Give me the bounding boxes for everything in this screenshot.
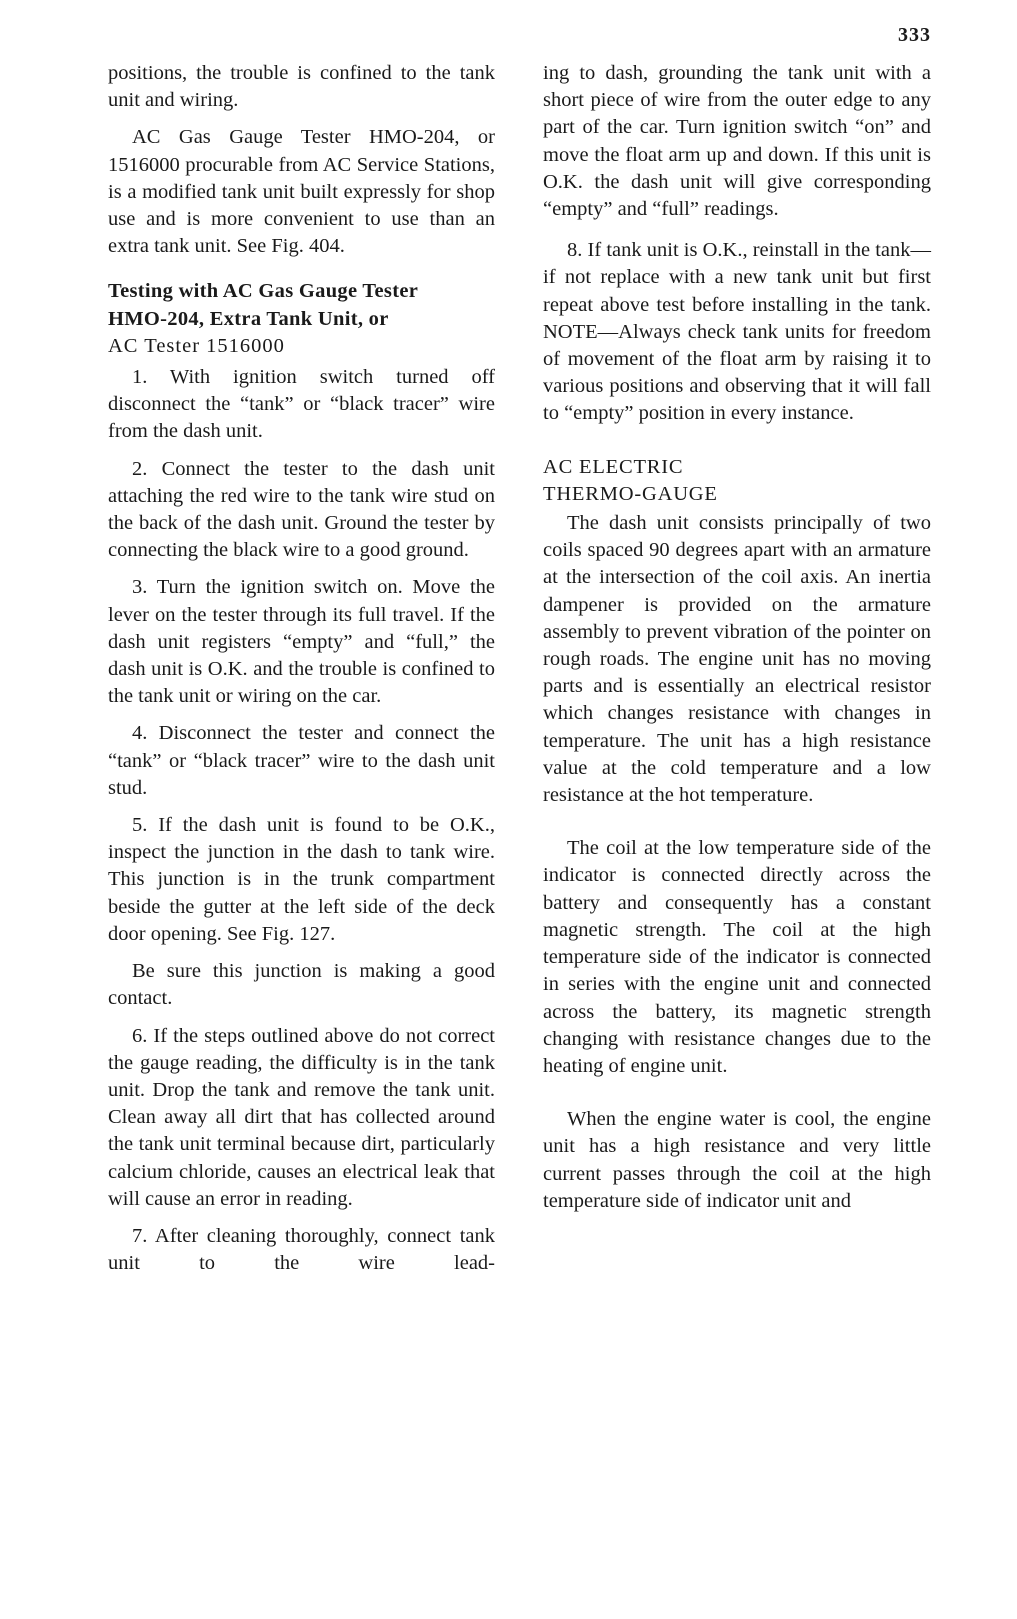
step-5-note: Be sure this junction is making a good contact. [108, 960, 495, 1010]
section-title-thermo-gauge [543, 454, 931, 508]
section-heading-testing [108, 278, 495, 360]
right-column [543, 60, 931, 1225]
heading-line-1: Testing with AC Gas Gauge Tester [108, 280, 419, 303]
step-7: 7. After cleaning thoroughly, connect tank unit to the wire lead- [108, 1224, 495, 1275]
step-5: 5. If the dash unit is found to be O.K., inspect the junction in the dash to tank wire. This junction is in the trunk compartment beside the gutter at the left side of the deck door opening. See Fig. 127. [108, 814, 495, 945]
paragraph-continuation: positions, the trouble is confined to the tank unit and wiring. [108, 62, 495, 112]
paragraph-dash-unit: The dash unit consists principally of two coils spaced 90 degrees apart with an armature at the intersection of the coil axis. An inertia dampener is provided on the armature assembly to prevent vibration of the pointer on rough roads. The engine unit has no moving parts and is essentially an electrical resistor which changes resistance with changes in temperature. The unit has a high resistance value at the cold temperature and a low resistance at the hot temperature. [543, 512, 931, 807]
paragraph-coil: The coil at the low temperature side of the indicator is connected directly across the battery and consequently has a constant magnetic strength. The coil at the high temperature side of the indicator is connected in series with the engine unit and connected across the battery, its magnetic strength changing with resistance changes due to the heating of engine unit. [543, 837, 931, 1077]
section-title-line-2: THERMO-GAUGE [543, 482, 718, 505]
section-title-line-1: AC ELECTRIC [543, 455, 684, 478]
paragraph-engine-cool: When the engine water is cool, the engine unit has a high resistance and very little current passes through the coil at the high temperature side of indicator unit and [543, 1108, 931, 1212]
heading-line-3: AC Tester 1516000 [108, 334, 285, 357]
paragraph-tester-intro: AC Gas Gauge Tester HMO-204, or 1516000 procurable from AC Service Stations, is a modified tank unit built expressly for shop use and is more convenient to use than an extra tank unit. See Fig. 404. [108, 126, 495, 258]
step-8: 8. If tank unit is O.K., reinstall in the tank—if not replace with a new tank unit but first repeat above test before installing in the tank. NOTE—Always check tank units for freedom of movement of the float arm by raising it to various positions and observing that it will fall to “empty” position in every instance. [543, 239, 931, 425]
step-6: 6. If the steps outlined above do not correct the gauge reading, the difficulty is in the tank unit. Drop the tank and remove the tank unit. Clean away all dirt that has collected around the tank unit terminal because dirt, particularly calcium chloride, causes an electrical leak that will cause an error in reading. [108, 1024, 495, 1210]
left-column [108, 60, 495, 1287]
step-4: 4. Disconnect the tester and connect the “tank” or “black tracer” wire to the dash unit stud. [108, 722, 495, 799]
page-number: 333 [898, 24, 931, 46]
heading-line-2: HMO-204, Extra Tank Unit, or [108, 307, 389, 330]
step-2: 2. Connect the tester to the dash unit attaching the red wire to the tank wire stud on the back of the dash unit. Ground the tester by connecting the black wire to a good ground. [108, 457, 495, 562]
step-7-continuation: ing to dash, grounding the tank unit with a short piece of wire from the outer edge to any part of the car. Turn ignition switch “on” and move the float arm up and down. If this unit is O.K. the dash unit will give corresponding “empty” and “full” readings. [543, 62, 931, 221]
step-1: 1. With ignition switch turned off disconnect the “tank” or “black tracer” wire from the dash unit. [108, 366, 495, 443]
step-3: 3. Turn the ignition switch on. Move the lever on the tester through its full travel. If the dash unit registers “empty” and “full,” the dash unit is O.K. and the trouble is confined to the tank unit or wiring on the car. [108, 576, 495, 708]
